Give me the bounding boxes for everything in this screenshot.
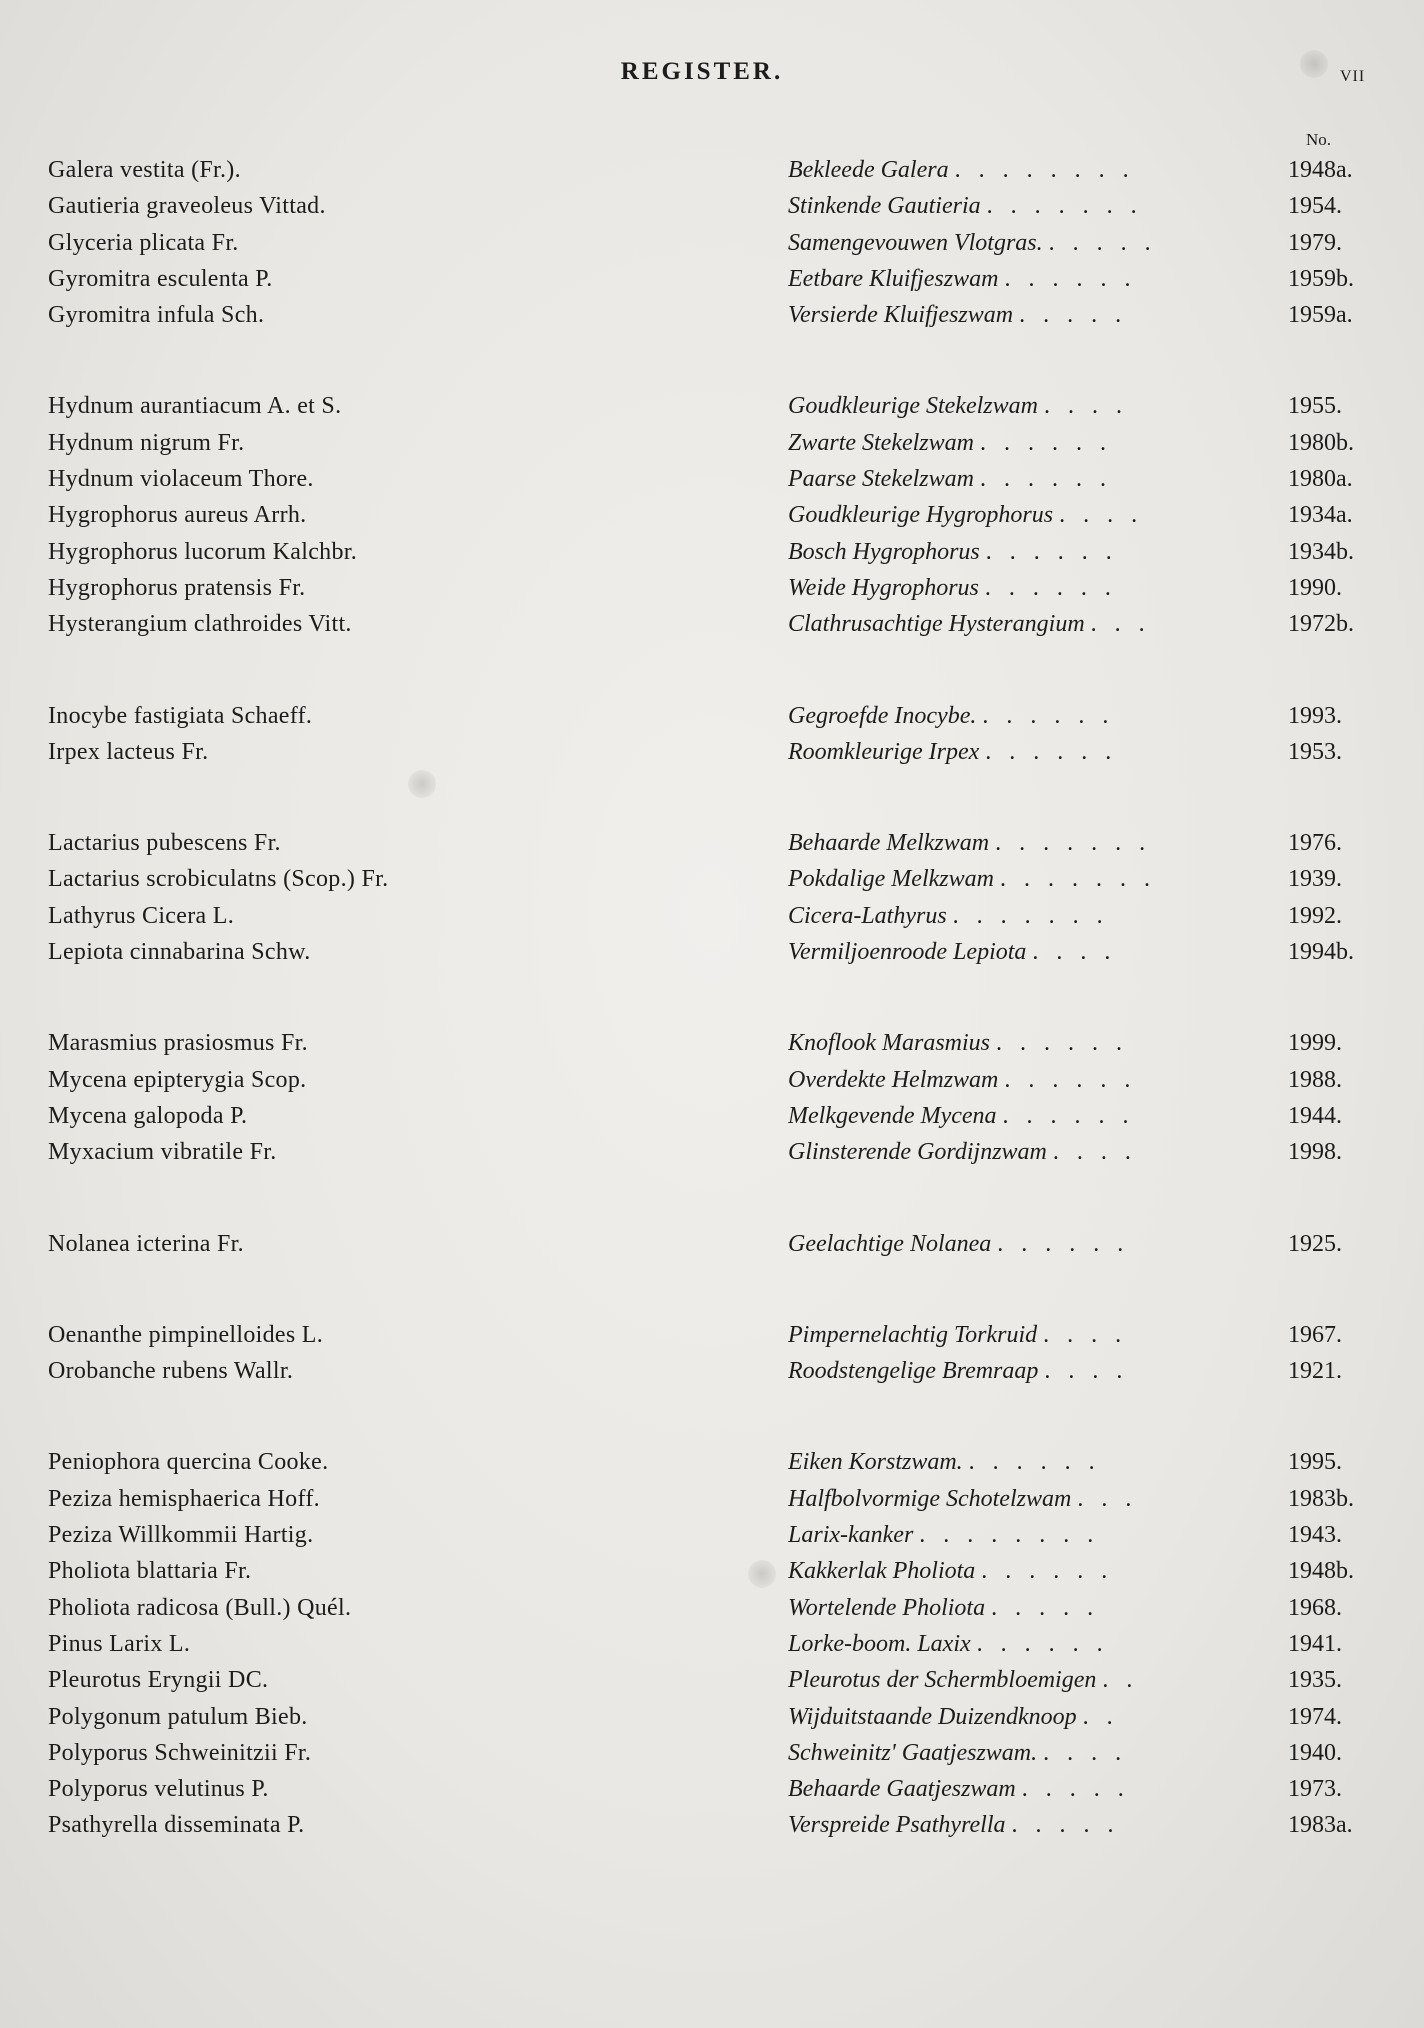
dutch-name-text: Gegroefde Inocybe. [788,702,977,729]
dutch-name [788,1771,1288,1807]
entry-number: 1948a. [1288,157,1353,183]
leader-dots: . . . . . . [980,429,1112,456]
latin-name: Lactarius pubescens Fr. [48,830,281,857]
register-group [0,825,1424,970]
leader-dots: . . . . [1059,502,1144,529]
page-title: REGISTER. [620,58,784,85]
dutch-name-text: Geelachtige Nolanea [788,1230,992,1257]
register-row [0,1025,1424,1061]
latin-name: Mycena epipterygia Scop. [48,1066,307,1093]
entry-number: 1955. [1288,393,1342,420]
dutch-name [788,1025,1288,1061]
register-group [0,152,1424,333]
latin-name: Lactarius scrobiculatns (Scop.) Fr. [48,866,389,893]
latin-name: Polygonum patulum Bieb. [48,1703,308,1730]
register-row [0,1134,1424,1170]
register-row [0,388,1424,424]
register-row [0,898,1424,934]
latin-name: Pleurotus Eryngii DC. [48,1667,269,1694]
register-group [0,388,1424,642]
entry-number: 1995. [1288,1449,1342,1476]
dutch-name-text: Behaarde Melkzwam [788,830,990,857]
dutch-name [788,1353,1288,1389]
dutch-name-text: Goudkleurige Stekelzwam [788,393,1038,420]
entry-number: 1934b. [1288,538,1354,565]
dutch-name [788,425,1288,461]
entry-number: 1959b. [1288,265,1354,292]
dutch-name [788,1317,1288,1353]
register-row [0,1226,1424,1262]
dutch-name-text: Vermiljoenroode Lepiota [788,939,1027,966]
leader-dots: . . . . . . [1004,1066,1137,1093]
dutch-name [788,861,1288,897]
entry-number: 1974. [1288,1703,1342,1730]
register-row [0,152,1424,188]
dutch-name [788,297,1288,333]
dutch-name [788,1735,1288,1771]
number-column-label: No. [1306,130,1332,149]
register-row [0,606,1424,642]
leader-dots: . . . . [1043,393,1128,420]
entry-number: 1983a. [1288,1812,1353,1839]
leader-dots: . . . . . . [1004,265,1137,292]
dutch-name [788,570,1288,606]
register-row [0,1626,1424,1662]
dutch-name [788,1226,1288,1262]
entry-number: 1983b. [1288,1485,1354,1512]
latin-name: Hysterangium clathroides Vitt. [48,611,352,638]
dutch-name-text: Goudkleurige Hygrophorus [788,502,1054,529]
dutch-name-text: Weide Hygrophorus [788,574,979,601]
latin-name: Hygrophorus lucorum Kalchbr. [48,538,358,565]
register-row [0,1807,1424,1843]
latin-name: Myxacium vibratile Fr. [48,1139,277,1166]
leader-dots: . . . . . . [985,538,1118,565]
latin-name: Hydnum nigrum Fr. [48,429,245,456]
dutch-name-text: Samengevouwen Vlotgras. [788,229,1043,256]
entry-number: 1935. [1288,1667,1342,1694]
latin-name: Peniophora quercina Cooke. [48,1449,329,1476]
entry-number: 1980a. [1288,466,1353,493]
register-row [0,1062,1424,1098]
leader-dots: . . . . . . [985,738,1118,765]
dutch-name [788,152,1288,188]
entry-number: 1992. [1288,902,1342,929]
entry-number: 1939. [1288,866,1342,893]
dutch-name [788,261,1288,297]
register-group [0,698,1424,771]
register-group [0,1025,1424,1170]
leader-dots: . . . . [1043,1739,1128,1766]
register-row [0,1517,1424,1553]
entry-number: 1999. [1288,1030,1342,1057]
dutch-name-text: Wortelende Pholiota [788,1594,986,1621]
leader-dots: . . . [1090,611,1151,638]
entry-number: 1954. [1288,193,1342,220]
dutch-name-text: Roomkleurige Irpex [788,738,980,765]
latin-name: Hydnum violaceum Thore. [48,466,314,493]
leader-dots: . . . . . . [981,1558,1114,1585]
register-row [0,934,1424,970]
latin-name: Glyceria plicata Fr. [48,229,239,256]
dutch-name [788,1517,1288,1553]
dutch-name-text: Behaarde Gaatjeszwam [788,1776,1016,1803]
latin-name: Nolanea icterina Fr. [48,1230,244,1257]
latin-name: Hygrophorus pratensis Fr. [48,574,306,601]
latin-name: Pholiota radicosa (Bull.) Quél. [48,1594,352,1621]
dutch-name-text: Eiken Korstzwam. [788,1449,963,1476]
dutch-name-text: Eetbare Kluifjeszwam [788,265,999,292]
dutch-name-text: Overdekte Helmzwam [788,1066,999,1093]
leader-dots: . . . . . . [968,1449,1101,1476]
entry-number: 1994b. [1288,939,1354,966]
dutch-name-text: Verspreide Psathyrella [788,1812,1006,1839]
entry-number: 1988. [1288,1066,1342,1093]
register-row [0,188,1424,224]
dutch-name [788,1444,1288,1480]
dutch-name [788,1699,1288,1735]
leader-dots: . . . . . . [1002,1102,1135,1129]
dutch-name-text: Zwarte Stekelzwam [788,429,974,456]
leader-dots: . . . . . [1019,302,1128,329]
dutch-name-text: Knoflook Marasmius [788,1030,991,1057]
leader-dots: . . . . . [1048,229,1157,256]
dutch-name [788,1481,1288,1517]
leader-dots: . . . . . [1021,1776,1130,1803]
dutch-name-text: Pokdalige Melkzwam [788,866,994,893]
register-row [0,261,1424,297]
register-row [0,297,1424,333]
dutch-name-text: Larix-kanker [788,1522,914,1549]
register-row [0,461,1424,497]
entry-number: 1993. [1288,702,1342,729]
entry-number: 1998. [1288,1139,1342,1166]
dutch-name [788,188,1288,224]
register-row [0,861,1424,897]
register-row [0,698,1424,734]
register-row [0,1481,1424,1517]
register-row [0,1353,1424,1389]
latin-name: Hygrophorus aureus Arrh. [48,502,307,529]
latin-name: Galera vestita (Fr.). [48,157,241,183]
leader-dots: . . . . [1043,1321,1128,1348]
leader-dots: . . . [1077,1485,1138,1512]
dutch-name-text: Bosch Hygrophorus [788,538,980,565]
entry-number: 1948b. [1288,1558,1354,1585]
leader-dots: . . . . [1052,1139,1137,1166]
leader-dots: . . [1102,1667,1139,1694]
dutch-name [788,497,1288,533]
latin-name: Marasmius prasiosmus Fr. [48,1030,308,1057]
dutch-name [788,1062,1288,1098]
latin-name: Gautieria graveoleus Vittad. [48,193,326,220]
register-group [0,1444,1424,1843]
register-group [0,1226,1424,1262]
register-row [0,1317,1424,1353]
entry-number: 1968. [1288,1594,1342,1621]
entry-number: 1943. [1288,1522,1342,1549]
latin-name: Psathyrella disseminata P. [48,1812,305,1839]
dutch-name-text: Cicera-Lathyrus [788,902,947,929]
dutch-name-text: Pimpernelachtig Torkruid [788,1321,1038,1348]
leader-dots: . . . . . . [984,574,1117,601]
register-row [0,1590,1424,1626]
register-group [0,1317,1424,1390]
leader-dots: . . . . . [1011,1812,1120,1839]
leader-dots: . . . . . . . [952,902,1109,929]
dutch-name-text: Roodstengelige Bremraap [788,1358,1039,1385]
dutch-name-text: Pleurotus der Schermbloemigen [788,1667,1097,1694]
register-row [0,1553,1424,1589]
latin-name: Gyromitra esculenta P. [48,265,273,292]
dutch-name [788,388,1288,424]
dutch-name [788,934,1288,970]
leader-dots: . . [1082,1703,1119,1730]
register-row [0,1735,1424,1771]
latin-name: Peziza hemisphaerica Hoff. [48,1485,320,1512]
dutch-name-text: Schweinitz' Gaatjeszwam. [788,1739,1038,1766]
dutch-name [788,1626,1288,1662]
register-row [0,1662,1424,1698]
dutch-name-text: Wijduitstaande Duizendknoop [788,1703,1077,1730]
dutch-name-text: Halfbolvormige Schotelzwam [788,1485,1072,1512]
register-row [0,1771,1424,1807]
register-row [0,534,1424,570]
latin-name: Pinus Larix L. [48,1630,191,1657]
latin-name: Irpex lacteus Fr. [48,738,209,765]
entry-number: 1940. [1288,1739,1342,1766]
entry-number: 1941. [1288,1630,1342,1657]
dutch-name-text: Versierde Kluifjeszwam [788,302,1014,329]
entry-number: 1972b. [1288,611,1354,638]
dutch-name-text: Kakkerlak Pholiota [788,1558,976,1585]
latin-name: Lepiota cinnabarina Schw. [48,939,311,966]
entry-number: 1973. [1288,1776,1342,1803]
register-row [0,734,1424,770]
leader-dots: . . . . . . [997,1230,1130,1257]
dutch-name [788,1098,1288,1134]
register-row [0,1699,1424,1735]
dutch-name [788,606,1288,642]
entry-number: 1934a. [1288,502,1353,529]
entry-number: 1925. [1288,1230,1342,1257]
entry-number: 1979. [1288,229,1342,256]
leader-dots: . . . . . [991,1594,1100,1621]
register-row [0,825,1424,861]
register-row [0,497,1424,533]
latin-name: Hydnum aurantiacum A. et S. [48,393,342,420]
dutch-name [788,1662,1288,1698]
register-row [0,1098,1424,1134]
register-row [0,425,1424,461]
entry-number: 1990. [1288,574,1342,601]
leader-dots: . . . . . . [976,1630,1109,1657]
leader-dots: . . . . . . . . [919,1522,1100,1549]
dutch-name-text: Clathrusachtige Hysterangium [788,611,1085,638]
register-row [0,570,1424,606]
dutch-name [788,1807,1288,1843]
leader-dots: . . . . . . [996,1030,1129,1057]
dutch-name [788,1553,1288,1589]
dutch-name-text: Lorke-boom. Laxix [788,1630,971,1657]
page-number: VII [1340,68,1366,85]
ink-smudge [1300,50,1328,78]
register-entries [0,152,1424,1899]
dutch-name-text: Glinsterende Gordijnzwam [788,1139,1047,1166]
leader-dots: . . . . [1044,1358,1129,1385]
leader-dots: . . . . . . . [999,866,1156,893]
dutch-name-text: Melkgevende Mycena [788,1102,997,1129]
leader-dots: . . . . . . . [986,193,1143,220]
latin-name: Mycena galopoda P. [48,1102,248,1129]
dutch-name [788,825,1288,861]
leader-dots: . . . . . . . . [954,157,1135,183]
leader-dots: . . . . [1032,939,1117,966]
dutch-name [788,225,1288,261]
leader-dots: . . . . . . [982,702,1115,729]
entry-number: 1976. [1288,830,1342,857]
entry-number: 1944. [1288,1102,1342,1129]
dutch-name-text: Stinkende Gautieria [788,193,981,220]
latin-name: Polyporus Schweinitzii Fr. [48,1739,312,1766]
dutch-name [788,534,1288,570]
dutch-name [788,734,1288,770]
latin-name: Peziza Willkommii Hartig. [48,1522,314,1549]
dutch-name [788,898,1288,934]
latin-name: Gyromitra infula Sch. [48,302,265,329]
latin-name: Polyporus velutinus P. [48,1776,269,1803]
leader-dots: . . . . . . . [995,830,1152,857]
latin-name: Orobanche rubens Wallr. [48,1358,294,1385]
latin-name: Lathyrus Cicera L. [48,902,234,929]
dutch-name-text: Bekleede Galera [788,157,949,183]
leader-dots: . . . . . . [979,466,1112,493]
latin-name: Inocybe fastigiata Schaeff. [48,702,313,729]
entry-number: 1980b. [1288,429,1354,456]
entry-number: 1959a. [1288,302,1353,329]
register-row [0,225,1424,261]
dutch-name [788,698,1288,734]
dutch-name [788,1590,1288,1626]
entry-number: 1953. [1288,738,1342,765]
entry-number: 1921. [1288,1358,1342,1385]
dutch-name [788,461,1288,497]
latin-name: Oenanthe pimpinelloides L. [48,1321,324,1348]
latin-name: Pholiota blattaria Fr. [48,1558,252,1585]
dutch-name-text: Paarse Stekelzwam [788,466,974,493]
register-row [0,1444,1424,1480]
dutch-name [788,1134,1288,1170]
entry-number: 1967. [1288,1321,1342,1348]
